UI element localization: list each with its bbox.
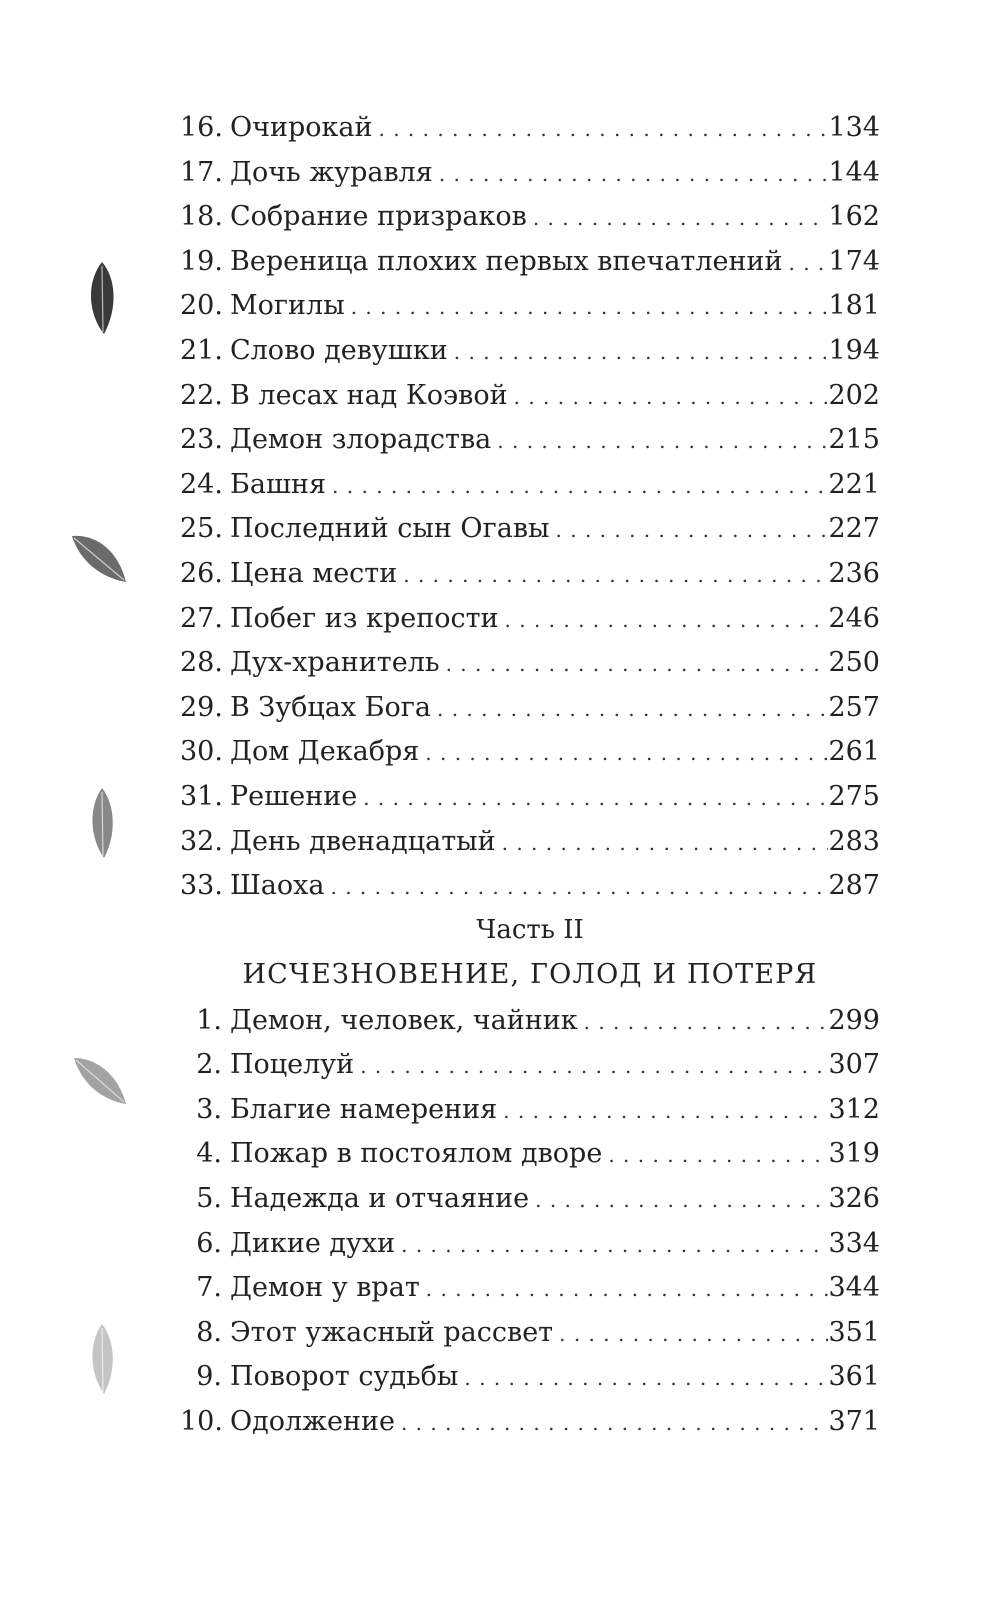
page-number: 307 [828,1049,880,1081]
leaf-icon [82,260,122,338]
chapter-number: 22. [180,379,223,411]
dot-leader [433,152,829,196]
page-number: 287 [828,870,880,902]
chapter-number: 33. [180,870,223,902]
dot-leader [499,598,829,642]
toc-entry[interactable] [180,597,880,642]
chapter-title: Поцелуй [230,1049,355,1081]
part1-list [180,106,880,909]
chapter-number: 10. [180,1406,223,1438]
page-number: 257 [828,691,880,723]
chapter-title: Этот ужасный рассвет [230,1316,554,1348]
chapter-number: 5. [196,1183,222,1215]
chapter-number: 21. [180,334,223,366]
toc-entry[interactable] [180,775,880,820]
page-number: 236 [828,557,880,589]
chapter-number: 6. [196,1227,222,1259]
page-number: 283 [828,825,880,857]
chapter-title: День двенадцатый [230,825,496,857]
chapter-number: 31. [180,780,223,812]
page-number: 174 [828,245,880,277]
dot-leader [527,196,829,240]
chapter-title: Цена мести [230,557,398,589]
dot-leader [397,553,828,597]
toc-entry[interactable] [180,418,880,463]
chapter-title: Вереница плохих первых впечатлений [230,245,783,277]
dot-leader [529,1178,828,1222]
chapter-number: 19. [180,245,223,277]
dot-leader [325,865,829,909]
dot-leader [602,1133,828,1177]
toc-entry[interactable] [180,1355,880,1400]
chapter-title: Пожар в постоялом дворе [230,1138,603,1170]
toc-entry[interactable] [180,552,880,597]
chapter-title: Собрание призраков [230,201,527,233]
toc-entry[interactable] [180,1266,880,1311]
dot-leader [373,107,829,151]
dot-leader [395,1401,829,1445]
leaf-icon [84,786,120,860]
chapter-title: Одолжение [230,1406,395,1438]
chapter-number: 7. [196,1272,222,1304]
chapter-title: Дикие духи [230,1227,396,1259]
toc-entry[interactable] [180,1400,880,1445]
page-number: 162 [828,201,880,233]
page-number: 261 [828,736,880,768]
dot-leader [497,1089,828,1133]
dot-leader [420,1267,829,1311]
page-number: 194 [828,334,880,366]
dot-leader [491,419,828,463]
dot-leader [440,642,829,686]
chapter-title: Демон у врат [230,1272,420,1304]
chapter-title: Дом Декабря [230,736,420,768]
chapter-number: 4. [196,1138,222,1170]
page-number: 351 [828,1316,880,1348]
toc-entry[interactable] [180,1132,880,1177]
toc-entry[interactable] [180,195,880,240]
chapter-title: Слово девушки [230,334,448,366]
toc-entry[interactable] [180,106,880,151]
page-number: 371 [828,1406,880,1438]
table-of-contents [180,106,880,1445]
page-number: 144 [828,156,880,188]
page-number: 275 [828,780,880,812]
part2-label: Часть II [476,914,584,945]
chapter-number: 23. [180,424,223,456]
page-number: 221 [828,468,880,500]
chapter-number: 29. [180,691,223,723]
toc-entry[interactable] [180,151,880,196]
toc-entry[interactable] [180,507,880,552]
toc-entry[interactable] [180,641,880,686]
dot-leader [431,687,828,731]
toc-entry[interactable] [180,284,880,329]
chapter-title: Могилы [230,290,345,322]
chapter-number: 28. [180,647,223,679]
chapter-title: Демон злорадства [230,424,492,456]
chapter-number: 26. [180,557,223,589]
chapter-title: Благие намерения [230,1093,498,1125]
dot-leader [419,731,828,775]
page-number: 319 [828,1138,880,1170]
chapter-number: 1. [196,1004,222,1036]
page-number: 250 [828,647,880,679]
chapter-title: Башня [230,468,327,500]
toc-entry[interactable] [180,1311,880,1356]
dot-leader [496,821,829,865]
dot-leader [345,285,829,329]
chapter-title: Поворот судьбы [230,1361,459,1393]
leaf-icon [84,1322,120,1396]
toc-entry[interactable] [180,240,880,285]
toc-entry[interactable] [180,1177,880,1222]
page-number: 326 [828,1183,880,1215]
toc-entry[interactable] [180,1088,880,1133]
chapter-number: 20. [180,290,223,322]
dot-leader [448,330,829,374]
toc-entry[interactable] [180,686,880,731]
part2-title: ИСЧЕЗНОВЕНИЕ, ГОЛОД И ПОТЕРЯ [242,958,818,990]
chapter-number: 30. [180,736,223,768]
page-number: 134 [828,112,880,143]
chapter-title: Надежда и отчаяние [230,1183,530,1215]
page-number: 181 [828,290,880,322]
chapter-number: 16. [180,112,223,143]
chapter-title: Решение [230,780,358,812]
chapter-title: Демон, человек, чайник [230,1004,578,1036]
page-number: 246 [828,602,880,634]
chapter-number: 9. [196,1361,222,1393]
dot-leader [395,1223,828,1267]
chapter-number: 27. [180,602,223,634]
dot-leader [354,1044,828,1088]
toc-entry[interactable] [180,1043,880,1088]
leaf-icon [68,528,130,586]
chapter-number: 32. [180,825,223,857]
chapter-title: Шаоха [230,870,325,902]
toc-entry[interactable] [180,329,880,374]
chapter-title: Дочь журавля [230,156,433,188]
chapter-number: 17. [180,156,223,188]
chapter-number: 18. [180,201,223,233]
toc-entry[interactable] [180,999,880,1044]
chapter-title: Дух-хранитель [230,647,440,679]
chapter-number: 25. [180,513,223,545]
dot-leader [550,508,829,552]
toc-entry[interactable] [180,463,880,508]
toc-entry[interactable] [180,820,880,865]
toc-entry[interactable] [180,864,880,909]
page-number: 312 [828,1093,880,1125]
page-number: 299 [828,1004,880,1036]
chapter-title: Очирокай [230,112,373,143]
chapter-title: Побег из крепости [230,602,499,634]
dot-leader [357,776,828,820]
dot-leader [578,1000,829,1044]
toc-entry[interactable] [180,730,880,775]
chapter-number: 2. [196,1049,222,1081]
page-number: 344 [828,1272,880,1304]
chapter-title: В Зубцах Бога [230,691,431,723]
chapter-title: Последний сын Огавы [230,513,550,545]
leaf-icon [70,1052,130,1108]
toc-entry[interactable] [180,374,880,419]
page-number: 361 [828,1361,880,1393]
chapter-number: 3. [196,1093,222,1125]
part2-list [180,999,880,1445]
dot-leader [458,1356,828,1400]
chapter-number: 8. [196,1316,222,1348]
dot-leader [553,1312,828,1356]
dot-leader [508,375,829,419]
dot-leader [326,464,828,508]
toc-entry[interactable] [180,1222,880,1267]
chapter-number: 24. [180,468,223,500]
page-number: 202 [828,379,880,411]
chapter-title: В лесах над Коэвой [230,379,508,411]
page-number: 215 [828,424,880,456]
page-number: 227 [828,513,880,545]
dot-leader [783,241,829,285]
page-number: 334 [828,1227,880,1259]
